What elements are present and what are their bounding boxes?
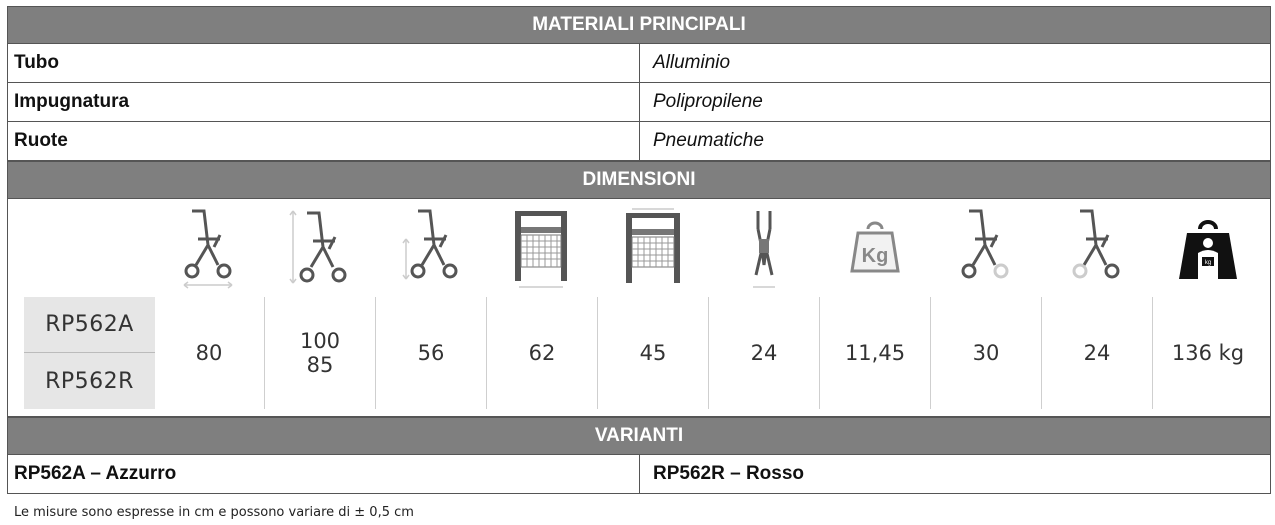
material-value: Pneumatiche	[653, 130, 764, 151]
walker-length-icon	[154, 203, 264, 293]
dimension-value: 136 kg	[1171, 341, 1245, 365]
svg-text:kg: kg	[1204, 260, 1212, 266]
model-code: RP562A	[24, 297, 155, 353]
product-spec-sheet	[7, 6, 1271, 494]
dimension-value: 62	[528, 341, 556, 365]
front-wheel-icon	[1042, 203, 1152, 293]
variant-right: RP562R – Rosso	[653, 463, 805, 484]
dimension-value: 30	[972, 341, 1000, 365]
dimension-value: 24	[1083, 341, 1111, 365]
dimension-value: 100 85	[299, 329, 341, 377]
model-codes	[24, 297, 155, 409]
max-load-icon	[1153, 203, 1263, 293]
width-icon	[487, 203, 597, 293]
material-row	[7, 44, 1271, 83]
walker-height-icon	[265, 203, 375, 293]
seat-width-icon	[598, 203, 708, 293]
dimension-value: 80	[195, 341, 223, 365]
material-label: Tubo	[8, 44, 640, 82]
material-value: Polipropilene	[653, 91, 763, 112]
weight-kg-icon	[820, 203, 930, 293]
footnote: Le misure sono espresse in cm e possono variare di ± 0,5 cm	[14, 505, 414, 520]
material-label: Ruote	[8, 122, 640, 160]
svg-text:Kg: Kg	[861, 245, 889, 267]
folded-depth-icon	[709, 203, 819, 293]
dimension-value: 24	[750, 341, 778, 365]
model-code: RP562R	[45, 368, 134, 394]
materials-header: MATERIALI PRINCIPALI	[7, 6, 1271, 44]
material-value: Alluminio	[653, 52, 731, 73]
dimension-value: 45	[639, 341, 667, 365]
variants-header: VARIANTI	[7, 417, 1271, 455]
dimension-value: 56	[417, 341, 445, 365]
variant-left: RP562A – Azzurro	[8, 455, 640, 493]
seat-height-icon	[376, 203, 486, 293]
material-label: Impugnatura	[8, 83, 640, 121]
dimension-icons-row	[8, 199, 1270, 297]
dimensions-header: DIMENSIONI	[7, 161, 1271, 199]
material-row	[7, 83, 1271, 122]
material-row	[7, 122, 1271, 161]
rear-wheel-icon	[931, 203, 1041, 293]
dimension-value: 11,45	[844, 341, 906, 365]
variants-row	[7, 455, 1271, 494]
dimensions-table	[7, 199, 1271, 417]
